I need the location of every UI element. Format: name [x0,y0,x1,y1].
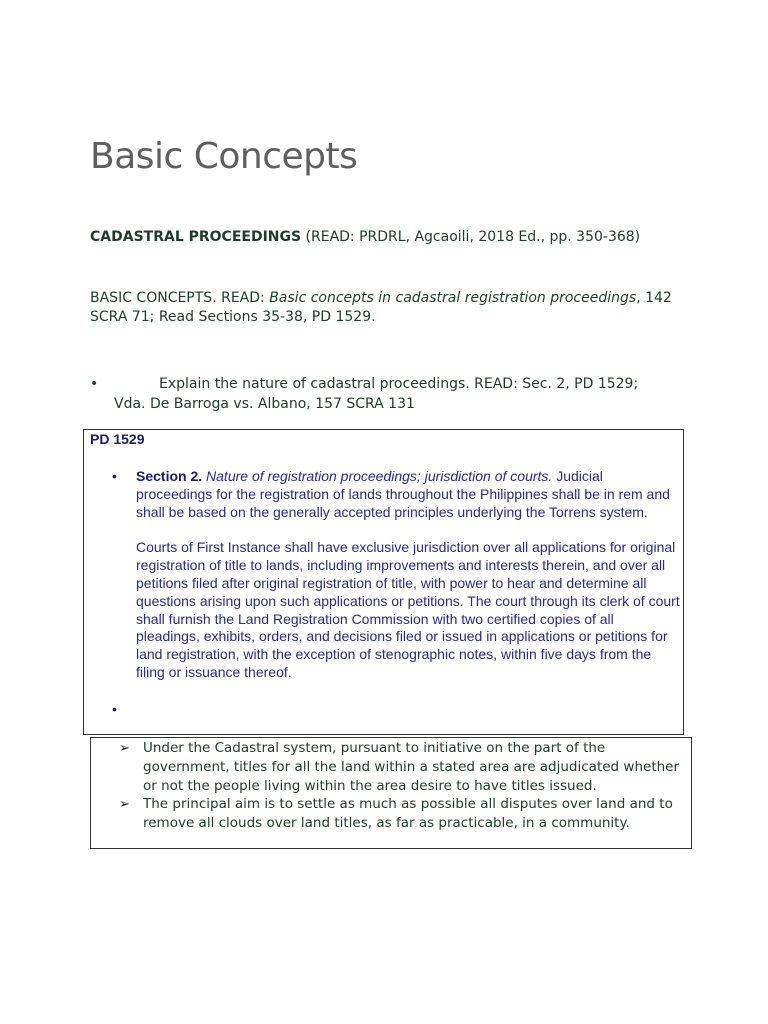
pd1529-box [83,429,684,735]
cadastral-label: CADASTRAL PROCEEDINGS [90,229,302,245]
bullet-text: Explain the nature of cadastral proceedings. READ: Sec. 2, PD 1529; Vda. De Barroga vs. Albano, 157 SCRA 131 [114,376,639,412]
section-paragraph-2: Courts of First Instance shall have exclusive jurisdiction over all applications for original registration of title to lands, including improvements and interests therein, and over all petitions filed after original registration of title, with power to hear and determine all questions arising upon such applications or petitions. The court through its clerk of court shall furnish the Land Registration Commission with two certified copies of all pleadings, exhibits, orders, and decisions filed or issued in applications or petitions for land registration, with the exception of stenographic notes, within five days from the filing or issuance thereof. [136,539,680,680]
empty-bullet: • [112,701,117,717]
arrow-bullet-icon: ➢ [119,797,130,812]
note-item: The principal aim is to settle as much as possible all disputes over land and to remove all clouds over land titles, as far as practicable, in a community. [143,796,673,831]
bullet-item [90,374,670,414]
cadastral-heading [90,228,640,247]
section-body: Judicial proceedings for the registration of lands throughout the Philippines shall be in rem and shall be based on the generally accepted principles underlying the Torrens system. [136,468,670,520]
section-italic: Nature of registration proceedings; jurisdiction of courts. [206,468,553,484]
section-bullet: • [112,468,117,484]
page-title: Basic Concepts [90,136,358,177]
basic-concepts-tail: , 142 SCRA 71; Read Sections 35-38, PD 1529. [90,290,672,325]
section-title: Section 2. [136,468,207,484]
bullet-marker: • [90,376,99,392]
basic-concepts-paragraph [90,289,690,327]
cadastral-notes-box [90,737,692,849]
arrow-bullet-icon: ➢ [119,741,130,756]
basic-concepts-italic: Basic concepts in cadastral registration proceedings [269,290,637,306]
pd1529-heading: PD 1529 [90,431,145,447]
note-item: Under the Cadastral system, pursuant to initiative on the part of the government, titles for all the land within a stated area are adjudicated whether or not the people living within the area desire to have titles issued. [143,740,680,794]
section-2-text [136,468,681,682]
cadastral-reference: (READ: PRDRL, Agcaoili, 2018 Ed., pp. 350-368) [301,229,641,245]
basic-concepts-lead: BASIC CONCEPTS. READ: [90,290,270,306]
